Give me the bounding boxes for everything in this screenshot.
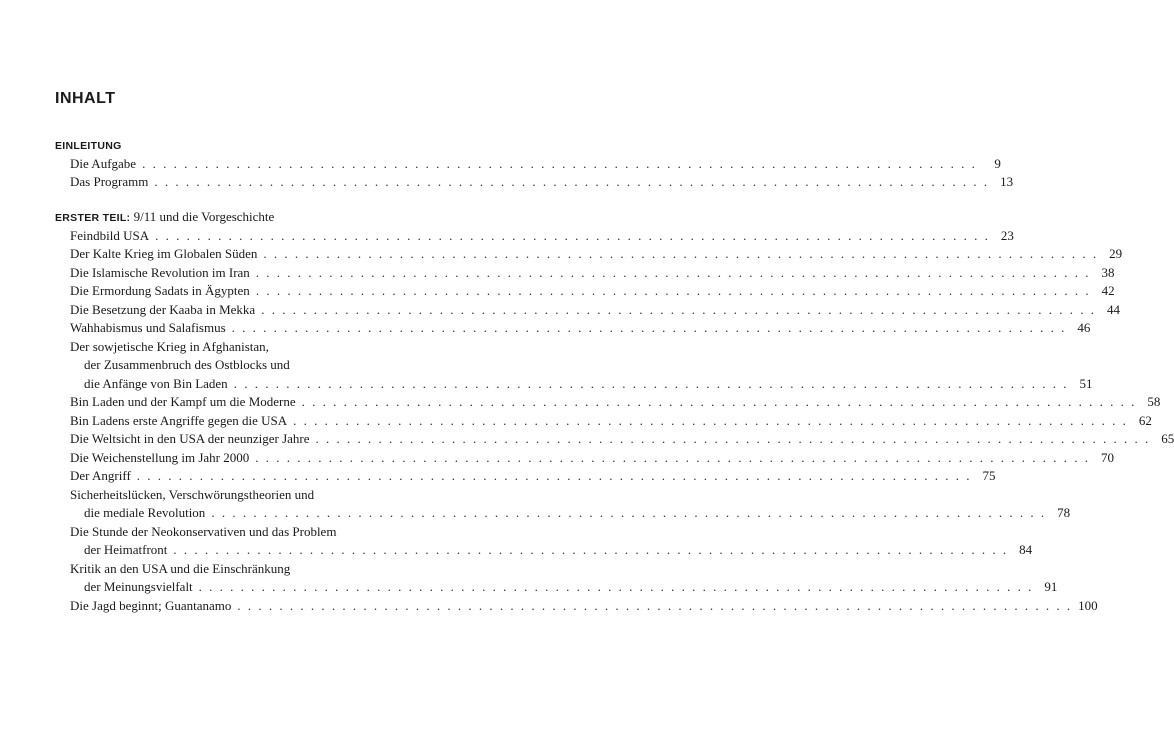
toc-entry[interactable] [70,560,1058,598]
toc-entry[interactable] [70,486,1071,524]
dot-leader: . . . . . . . . . . . . . . . . . . . . . . . . . . . . . . . . . . . . . . . . . . . . . . . . . . . . . . . . . . . . . . . . . . . . . . . . . . . . . . . . [233,375,1069,391]
dot-leader: . . . . . . . . . . . . . . . . . . . . . . . . . . . . . . . . . . . . . . . . . . . . . . . . . . . . . . . . . . . . . . . . . . . . . . . . . . . . . . . . [211,505,1047,520]
dot-leader: . . . . . . . . . . . . . . . . . . . . . . . . . . . . . . . . . . . . . . . . . . . . . . . . . . . . . . . . . . . . . . . . . . . . . . . . . . . . . . . . [255,283,1091,298]
page-number: 42 [1101,283,1115,298]
page-number: 62 [1138,412,1152,428]
page-title: INHALT [55,90,116,107]
section-subtitle: 9/11 und die Vorgeschichte [130,209,275,224]
page-number: 65 [1161,431,1174,446]
toc-entry-title: Sicherheitslücken, Verschwörungstheorien und [70,486,315,502]
dot-leader: . . . . . . . . . . . . . . . . . . . . . . . . . . . . . . . . . . . . . . . . . . . . . . . . . . . . . . . . . . . . . . . . . . . . . . . . . . . . . . . . [155,227,990,243]
dot-leader: . . . . . . . . . . . . . . . . . . . . . . . . . . . . . . . . . . . . . . . . . . . . . . . . . . . . . . . . . . . . . . . . . . . . . . . . . . . . . . . . [173,542,1009,557]
toc-entry-title: Die Ermordung Sadats in Ägypten [70,283,250,298]
dot-leader: . . . . . . . . . . . . . . . . . . . . . . . . . . . . . . . . . . . . . . . . . . . . . . . . . . . . . . . . . . . . . . . . . . . . . . . . . . . . . . . . [261,301,1096,317]
toc-entry[interactable] [70,301,1120,321]
page-number: 84 [1019,542,1033,557]
toc-entry[interactable] [70,283,1115,302]
toc-entry[interactable] [70,394,1161,413]
toc-entry-title: Bin Ladens erste Angriffe gegen die USA [70,412,288,428]
toc-entry[interactable] [70,155,1001,175]
page-number: 44 [1106,301,1120,317]
section-label: EINLEITUNG [55,140,122,152]
toc-entry[interactable] [70,597,1098,617]
toc-entry-title: die mediale Revolution [84,505,206,520]
toc-entry[interactable] [70,174,1014,193]
toc-entry[interactable] [70,523,1033,561]
toc-entry-title: Die Besetzung der Kaaba in Mekka [70,301,256,317]
page-number: 75 [982,468,996,483]
toc-entry[interactable] [70,264,1115,284]
page-number: 58 [1147,394,1161,409]
dot-leader: . . . . . . . . . . . . . . . . . . . . . . . . . . . . . . . . . . . . . . . . . . . . . . . . . . . . . . . . . . . . . . . . . . . . . . . . . . . . . . . . [255,449,1090,465]
toc-entry-title: Die Islamische Revolution im Iran [70,264,250,280]
toc-entry[interactable] [70,320,1091,339]
toc-entry[interactable] [70,246,1123,265]
toc-entry-title: Bin Laden und der Kampf um die Moderne [70,394,296,409]
toc-entry-title: Die Weichenstellung im Jahr 2000 [70,449,250,465]
toc-entry-title: Die Weltsicht in den USA der neunziger Jahre [70,431,310,446]
page-number: 13 [1000,174,1014,189]
toc-entry-title: Der Kalte Krieg im Globalen Süden [70,246,258,261]
toc-entry-title: Die Aufgabe [70,155,137,171]
toc-entry-title: der Zusammenbruch des Ostblocks und [84,357,290,372]
dot-leader: . . . . . . . . . . . . . . . . . . . . . . . . . . . . . . . . . . . . . . . . . . . . . . . . . . . . . . . . . . . . . . . . . . . . . . . . . . . . . . . . [142,155,977,171]
toc-entry-title: Der Angriff [70,468,131,483]
toc-entry-title: die Anfänge von Bin Laden [84,375,228,391]
toc-entry-title: Das Programm [70,174,149,189]
page-number: 9 [994,155,1001,171]
page-number: 91 [1044,579,1058,594]
toc-entry-title: der Heimatfront [84,542,168,557]
toc-entry-title: Die Stunde der Neokonservativen und das Problem [70,523,337,539]
section-label: ERSTER TEIL: [55,212,131,224]
page-number: 29 [1109,246,1123,261]
page-number: 51 [1079,375,1093,391]
section-heading [55,137,122,154]
dot-leader: . . . . . . . . . . . . . . . . . . . . . . . . . . . . . . . . . . . . . . . . . . . . . . . . . . . . . . . . . . . . . . . . . . . . . . . . . . . . . . . . [293,412,1128,428]
page-number: 78 [1057,505,1071,520]
dot-leader: . . . . . . . . . . . . . . . . . . . . . . . . . . . . . . . . . . . . . . . . . . . . . . . . . . . . . . . . . . . . . . . . . . . . . . . . . . . . . . . . [136,468,972,483]
dot-leader: . . . . . . . . . . . . . . . . . . . . . . . . . . . . . . . . . . . . . . . . . . . . . . . . . . . . . . . . . . . . . . . . . . . . . . . . . . . . . . . . [315,431,1151,446]
toc-entry-title: Der sowjetische Krieg in Afghanistan, [70,338,269,354]
page-number: 23 [1000,227,1014,243]
toc-entry[interactable] [70,449,1114,469]
toc-entry[interactable] [70,338,1093,395]
dot-leader: . . . . . . . . . . . . . . . . . . . . . . . . . . . . . . . . . . . . . . . . . . . . . . . . . . . . . . . . . . . . . . . . . . . . . . . . . . . . . . . . [237,597,1073,613]
dot-leader: . . . . . . . . . . . . . . . . . . . . . . . . . . . . . . . . . . . . . . . . . . . . . . . . . . . . . . . . . . . . . . . . . . . . . . . . . . . . . . . . [231,320,1067,335]
toc-entry-title: Wahhabismus und Salafismus [70,320,226,335]
toc-entry-title: Feindbild USA [70,227,150,243]
toc-entry-title: Kritik an den USA und die Einschränkung [70,560,291,576]
toc-entry-title: der Meinungsvielfalt [84,579,193,594]
toc-entry[interactable] [70,412,1152,432]
toc-entry-title: Die Jagd beginnt; Guantanamo [70,597,232,613]
page-number: 100 [1078,597,1098,613]
section-heading [55,209,274,226]
dot-leader: . . . . . . . . . . . . . . . . . . . . . . . . . . . . . . . . . . . . . . . . . . . . . . . . . . . . . . . . . . . . . . . . . . . . . . . . . . . . . . . . [154,174,990,189]
toc-entry[interactable] [70,431,1174,450]
page-number: 46 [1077,320,1091,335]
page-number: 38 [1101,264,1115,280]
dot-leader: . . . . . . . . . . . . . . . . . . . . . . . . . . . . . . . . . . . . . . . . . . . . . . . . . . . . . . . . . . . . . . . . . . . . . . . . . . . . . . . . [198,579,1034,594]
toc-entry[interactable] [70,227,1014,247]
dot-leader: . . . . . . . . . . . . . . . . . . . . . . . . . . . . . . . . . . . . . . . . . . . . . . . . . . . . . . . . . . . . . . . . . . . . . . . . . . . . . . . . [263,246,1099,261]
toc-entry[interactable] [70,468,996,487]
page-number: 70 [1100,449,1114,465]
dot-leader: . . . . . . . . . . . . . . . . . . . . . . . . . . . . . . . . . . . . . . . . . . . . . . . . . . . . . . . . . . . . . . . . . . . . . . . . . . . . . . . . [301,394,1137,409]
dot-leader: . . . . . . . . . . . . . . . . . . . . . . . . . . . . . . . . . . . . . . . . . . . . . . . . . . . . . . . . . . . . . . . . . . . . . . . . . . . . . . . . [255,264,1091,280]
